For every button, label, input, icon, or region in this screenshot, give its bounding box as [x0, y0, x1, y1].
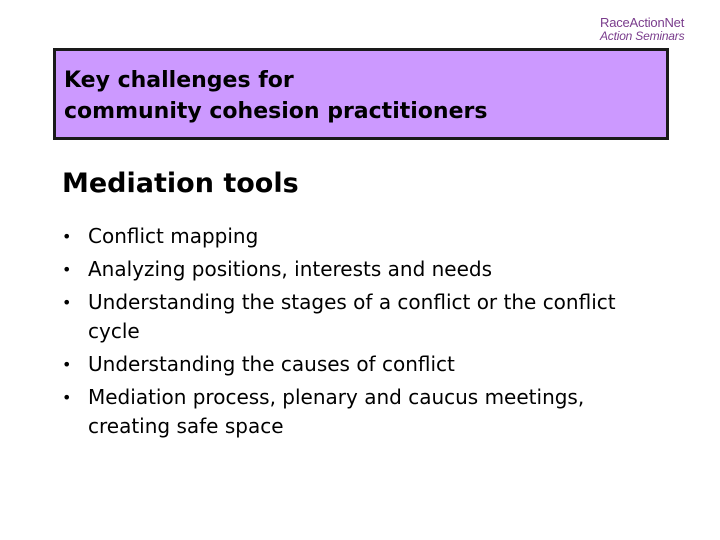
list-item — [62, 288, 662, 346]
list-item — [62, 222, 662, 251]
slide-title-line-1: Key challenges for — [64, 68, 294, 93]
list-item-text: Understanding the causes of conflict — [88, 352, 455, 376]
bullet-list — [62, 222, 662, 445]
bullet-icon: • — [62, 260, 72, 279]
slide-title — [64, 65, 487, 127]
logo-line-2: Action Seminars — [600, 29, 685, 43]
section-heading: Mediation tools — [62, 168, 299, 199]
logo-line-1: RaceActionNet — [600, 15, 685, 30]
bullet-icon: • — [62, 355, 72, 374]
list-item-text: Mediation process, plenary and caucus meetings, creating safe space — [88, 385, 585, 438]
list-item-text: Understanding the stages of a conflict or the conflict cycle — [88, 290, 616, 343]
bullet-icon: • — [62, 293, 72, 312]
list-item — [62, 383, 662, 441]
list-item-text: Analyzing positions, interests and needs — [88, 257, 493, 281]
bullet-icon: • — [62, 388, 72, 407]
title-box — [53, 48, 669, 140]
list-item — [62, 350, 662, 379]
slide-title-line-2: community cohesion practitioners — [64, 99, 488, 124]
list-item-text: Conflict mapping — [88, 224, 259, 248]
brand-logo — [600, 16, 710, 42]
bullet-icon: • — [62, 227, 72, 246]
list-item — [62, 255, 662, 284]
